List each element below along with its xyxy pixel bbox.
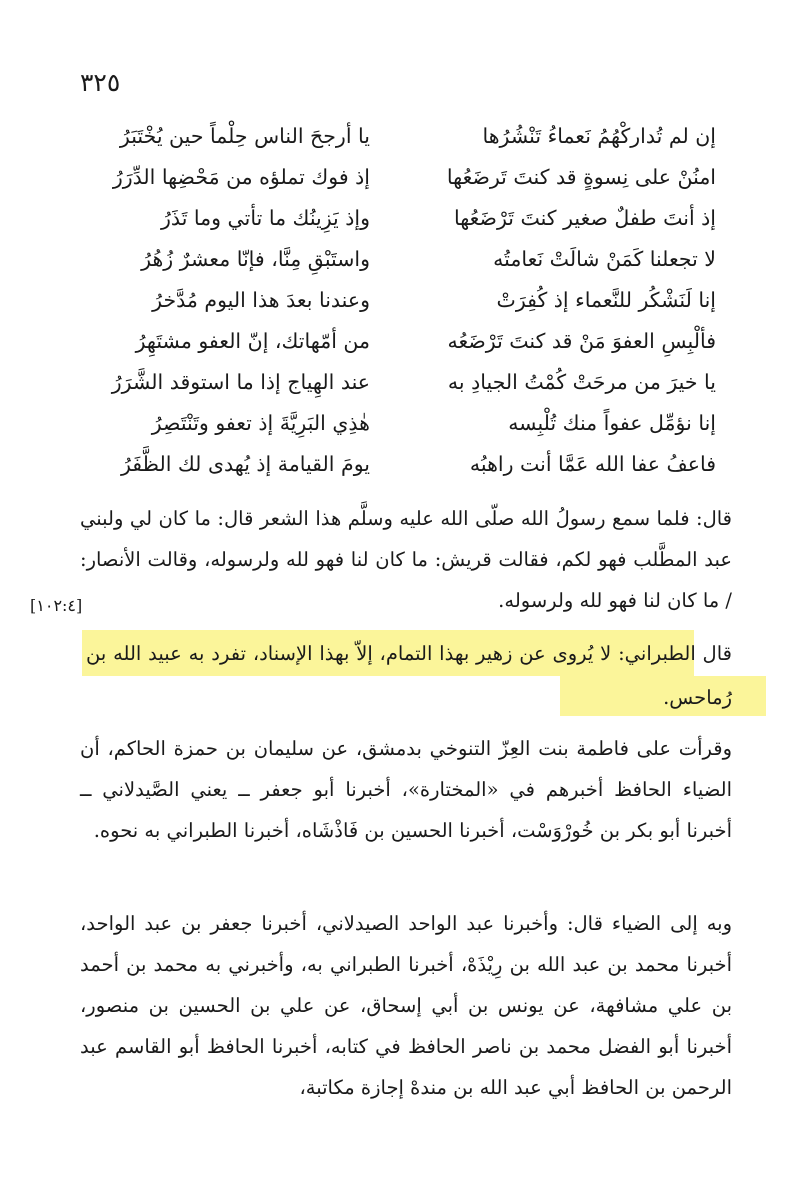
verse-first-hemistich: إن لم تُداركْهُمُ نَعماءُ تَنْشُرُها	[482, 124, 716, 148]
verse-first-hemistich: يا خيرَ من مرحَتْ كُمْتُ الجيادِ به	[447, 370, 716, 394]
verse-first-hemistich: فألْبِسِ العفوَ مَنْ قد كنتَ تَرْضَعُه	[447, 329, 716, 353]
poem	[80, 116, 716, 490]
verse-second-hemistich: من أمّهاتك، إنّ العفو مشتَهِرُ	[135, 329, 370, 353]
verse-first-hemistich: إنا نؤمِّل عفواً منك تُلْبِسه	[508, 411, 716, 435]
verse	[80, 444, 716, 484]
verse-first-hemistich: امنُنْ على نِسوةٍ قد كنتَ تَرضَعُها	[446, 165, 716, 189]
verse	[80, 239, 716, 279]
verse	[80, 157, 716, 197]
verse	[80, 116, 716, 156]
verse-first-hemistich: فاعفُ عفا الله عَمَّا أنت راهبُه	[469, 452, 716, 476]
verse-second-hemistich: هٰذِي البَرِيَّةَ إذ تعفو وتَنْتَصِرُ	[151, 411, 370, 435]
page-number: ٣٢٥	[80, 68, 121, 97]
verse-first-hemistich: إنا لَنَشْكُر للنَّعماء إذ كُفِرَتْ	[496, 288, 716, 312]
paragraph-prophet-response: قال: فلما سمع رسولُ الله صلّى الله عليه وسلَّم هذا الشعر قال: ما كان لي ولبني عبد المطَّلب فهو لكم، فقالت قريش: ما كان لنا فهو لله ولرسوله، وقالت الأنصار: / ما كان لنا فهو لله ولرسوله.	[80, 507, 732, 612]
verse-second-hemistich: يومَ القيامة إذ يُهدى لك الظَّفَرُ	[120, 452, 370, 476]
verse-second-hemistich: وإذ يَزِينُك ما تأتي وما تَذَرُ	[161, 206, 370, 230]
verse-second-hemistich: وعندنا بعدَ هذا اليوم مُدَّخرُ	[152, 288, 370, 312]
verse-second-hemistich: عند الهِياج إذا ما استوقد الشَّرَرُ	[111, 370, 370, 394]
verse-second-hemistich: يا أرجحَ الناس حِلْماً حين يُخْتَبَرُ	[119, 124, 370, 148]
verse	[80, 280, 716, 320]
verse-first-hemistich: لا تجعلنا كَمَنْ شالَتْ نَعامتُه	[493, 247, 716, 271]
verse	[80, 198, 716, 238]
verse-first-hemistich: إذ أنتَ طفلٌ صغير كنتَ تَرْضَعُها	[453, 206, 716, 230]
verse	[80, 403, 716, 443]
verse-second-hemistich: إذ فوك تملؤه من مَحْضِها الدِّرَرُ	[112, 165, 370, 189]
paragraph-isnad-diya: وبه إلى الضياء قال: وأخبرنا عبد الواحد الصيدلاني، أخبرنا جعفر بن عبد الواحد، أخبرنا محمد بن عبد الله بن رِيْذَهْ، أخبرنا الطبراني به، وأخبرني به محمد بن أحمد بن علي مشافهة، عن يونس بن أبي إسحاق، عن علي بن الحسين بن منصور، أخبرنا أبو الفضل محمد بن ناصر الحافظ في كتابه، أخبرنا الحافظ أبو القاسم عبد الرحمن بن الحافظ أبي عبد الله بن مندهْ إجازة مكاتبة،	[80, 912, 732, 1099]
volume-page-reference: [١٠٢:٤]	[30, 596, 83, 615]
paragraph-isnad-fatima: وقرأت على فاطمة بنت العِزّ التنوخي بدمشق، عن سليمان بن حمزة الحاكم، أن الضياء الحافظ أخبرهم في «المختارة»، أخبرنا أبو جعفر ــ يعني الصَّيدلاني ــ أخبرنا أبو بكر بن خُورْوَسْت، أخبرنا الحسين بن فَاذْشَاه، أخبرنا الطبراني به نحوه.	[80, 737, 732, 842]
verse	[80, 321, 716, 361]
highlighted-tabarani-note: قال الطبراني: لا يُروى عن زهير بهذا التمام، إلاّ بهذا الإسناد، تفرد به عبيد الله بن رُماحس.	[86, 642, 732, 709]
verse	[80, 362, 716, 402]
verse-second-hemistich: واستَبْقِ مِنَّا، فإنّا معشرٌ زُهُرُ	[141, 247, 370, 271]
